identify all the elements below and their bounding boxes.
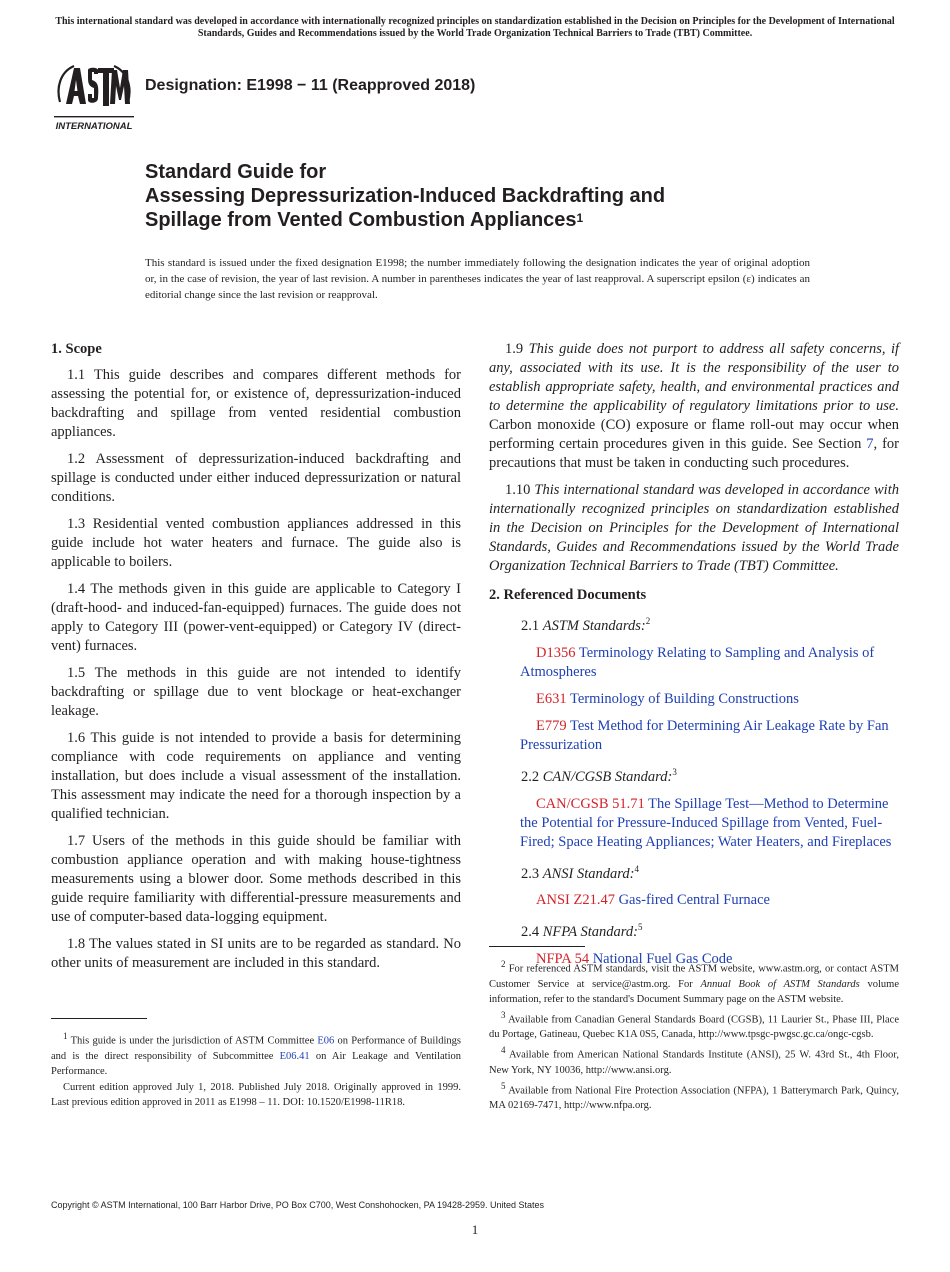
footnote-4: [489, 1043, 899, 1078]
e779-title[interactable]: Test Method for Determining Air Leakage Rate by Fan Pressurization: [520, 717, 889, 753]
subcommittee-e0641-link[interactable]: E06.41: [279, 1050, 310, 1062]
footnote-2-mark: 2: [501, 959, 506, 969]
para-1-9-number: 1.9: [505, 341, 524, 357]
footnote-2: [489, 957, 899, 1007]
left-footnotes: [51, 1010, 461, 1111]
para-1-9-text-a: Carbon monoxide (CO) exposure or flame roll-out may occur when performing certain procedures given in this guide. See Section: [489, 417, 899, 452]
title-line-3: [145, 208, 845, 232]
para-1-9-italic: This guide does not purport to address all safety concerns, if any, associated with its use. It is the responsibility of the user to establish appropriate safety, health, and environmental practices and to determine the applicability of regulatory limitations prior to use.: [489, 341, 899, 414]
tbt-notice: This international standard was developed in accordance with internationally recognized principles on standardization established in the Decision on Principles for the Development of International Standards, Guides and Recommendations issued by the World Trade Organization Technical Barriers to Trade (TBT) Committee.: [55, 16, 895, 39]
para-1-10: [489, 481, 899, 576]
referenced-documents-heading: 2. Referenced Documents: [489, 587, 647, 603]
footnote-divider-right: [489, 946, 585, 947]
e779-code[interactable]: E779: [536, 717, 567, 734]
nfpa-title: NFPA Standard:: [542, 924, 638, 941]
footnote-4-mark: 4: [501, 1045, 506, 1055]
footnote-divider: [51, 1018, 147, 1019]
footnote-2-text-a: For referenced ASTM standards, visit the ASTM website, www.astm.org, or contact ASTM Customer Service at service@astm.org. For: [489, 963, 900, 990]
para-1-7: 1.7 Users of the methods in this guide should be familiar with combustion appliance operation and with making house-tightness measurements using a blower door. Some methods described in this guide require familiarity with differential-pressure measurements and use of computer-based data-logging equipment.: [51, 833, 461, 925]
footnote-3-mark: 3: [501, 1009, 506, 1020]
para-1-3: 1.3 Residential vented combustion appliances addressed in this guide include hot water heaters and furnace. The guide also is applicable to boilers.: [51, 516, 461, 570]
footnote-2-text-b: volume information, refer to the standard's Document Summary page on the ASTM website.: [489, 978, 900, 1005]
footnote-1-text-b: on Performance of Buildings and is the direct responsibility of Subcommittee: [51, 1035, 462, 1062]
can-cgsb-subheading: [489, 763, 899, 787]
e631-code[interactable]: E631: [536, 690, 567, 707]
logo-wordmark: INTERNATIONAL: [55, 121, 133, 132]
copyright-notice: Copyright © ASTM International, 100 Barr Harbor Drive, PO Box C700, West Conshohocken, PA 19428-2959. United States: [51, 1200, 545, 1210]
para-1-10-number: 1.10: [505, 482, 531, 498]
nfpa-mark: 5: [637, 922, 643, 933]
para-1-6: 1.6 This guide is not intended to provide a basis for determining compliance with code requirements on appliance and venting installation, but does include a visual assessment of the installation. This assessment may indicate the need for a thorough inspection by a qualified technician.: [51, 730, 461, 822]
right-footnotes: [489, 938, 899, 1114]
can-code[interactable]: CAN/CGSB 51.71: [536, 795, 645, 812]
footnote-3-text: Available from Canadian General Standards Board (CGSB), 11 Laurier St., Phase III, Place du Portage, Gatineau, Quebec K1A 0S5, Canada, http://www.tpsgc-pwgsc.gc.ca/ongc-cgsb.: [489, 1014, 900, 1040]
nfpa-code[interactable]: NFPA 54: [536, 951, 590, 968]
e631-title[interactable]: Terminology of Building Constructions: [569, 690, 799, 707]
astm-label: 2.1: [521, 617, 540, 634]
para-1-5: 1.5 The methods in this guide are not intended to identify backdrafting or spillage due to vent blockage or heat-exchanger leakage.: [51, 665, 461, 719]
ref-e779[interactable]: [489, 717, 899, 755]
para-1-2: 1.2 Assessment of depressurization-induced backdrafting and spillage is conducted under either induced depressurization or natural conditions.: [51, 451, 461, 505]
ansi-doc-title[interactable]: Gas-fired Central Furnace: [618, 892, 770, 909]
footnote-1: [51, 1029, 461, 1079]
astm-mark: 2: [645, 616, 651, 626]
footnote-2-italic: Annual Book of ASTM Standards: [700, 978, 860, 990]
para-1-10-italic: This international standard was developed in accordance with internationally recognized principles on standardization established in the Decision on Principles for the Development of International Standards, Guides and Recommendations issued by the World Trade Organization Technical Barriers to Trade (TBT) Committee.: [489, 482, 899, 574]
can-label: 2.2: [521, 768, 540, 785]
ansi-code[interactable]: ANSI Z21.47: [536, 892, 615, 909]
ref-can-cgsb-51-71[interactable]: [489, 795, 899, 852]
right-column: [489, 340, 899, 977]
ansi-mark: 4: [634, 863, 639, 874]
scope-heading: 1. Scope: [51, 341, 102, 357]
title-footnote-mark: 1: [576, 211, 584, 225]
nfpa-label: 2.4: [521, 924, 540, 941]
title-line-2: Assessing Depressurization-Induced Backdrafting and: [145, 185, 666, 207]
footnote-4-text: Available from American National Standards Institute (ANSI), 25 W. 43rd St., 4th Floor, New York, NY 10036, http://www.ansi.org.: [489, 1049, 899, 1076]
can-doc-title[interactable]: The Spillage Test—Method to Determine the Potential for Pressure-Induced Spillage from Vented, Fuel-Fired; Space Heating Appliances; Water Heaters, and Fireplaces: [520, 795, 892, 850]
para-1-4: 1.4 The methods given in this guide are applicable to Category I (draft-hood- and induced-fan-equipped) furnaces. The guide does not apply to Category III (power-vent-equipped) or Category IV (direct-vent) furnaces.: [51, 581, 461, 654]
footnote-3: [489, 1008, 899, 1043]
ansi-label: 2.3: [521, 865, 540, 882]
left-column: [51, 340, 461, 981]
ref-d1356[interactable]: [489, 644, 899, 682]
para-1-1: 1.1 This guide describes and compares different methods for assessing the potential for, or existence of, depressurization-induced backdrafting and spillage from vented residential combustion appliances.: [51, 367, 461, 440]
footnote-5: [489, 1079, 899, 1114]
nfpa-doc-title[interactable]: National Fuel Gas Code: [592, 951, 733, 968]
d1356-code[interactable]: D1356: [536, 644, 576, 661]
footnote-5-mark: 5: [501, 1080, 506, 1091]
para-1-9: [489, 340, 899, 473]
footnote-1-mark: 1: [63, 1031, 68, 1041]
footnote-1-text-a: This guide is under the jurisdiction of ASTM Committee: [70, 1035, 315, 1047]
footnote-1-text-c: on Air Leakage and Ventilation Performance.: [51, 1050, 462, 1077]
can-title: CAN/CGSB Standard:: [542, 768, 673, 785]
astm-title: ASTM Standards:: [542, 617, 646, 634]
title-line-1: Standard Guide for: [145, 161, 327, 183]
astm-logo: [52, 56, 136, 134]
para-1-9-text-b: , for precautions that must be taken in conducting such procedures.: [489, 436, 899, 471]
astm-standards-subheading: [489, 612, 899, 636]
ref-ansi-z21-47[interactable]: [489, 891, 899, 910]
ansi-subheading: [489, 860, 899, 884]
standard-note: This standard is issued under the fixed designation E1998; the number immediately following the designation indicates the year of original adoption or, in the case of revision, the year of last revision. A number in parentheses indicates the year of last reapproval. A superscript epsilon (ε) indicates an editorial change since the last revision or reapproval.: [145, 257, 810, 301]
para-1-8: 1.8 The values stated in SI units are to be regarded as standard. No other units of measurement are included in this standard.: [51, 936, 461, 971]
referenced-documents-list: [489, 612, 899, 969]
committee-e06-link[interactable]: E06: [317, 1035, 335, 1047]
can-mark: 3: [672, 766, 677, 777]
section-7-link[interactable]: 7: [866, 436, 874, 452]
document-title: [145, 160, 845, 232]
designation: Designation: E1998 − 11 (Reapproved 2018): [145, 77, 476, 94]
d1356-title[interactable]: Terminology Relating to Sampling and Analysis of Atmospheres: [520, 644, 875, 680]
ansi-title: ANSI Standard:: [542, 865, 635, 882]
page-number: 1: [471, 1222, 479, 1237]
title-line-3-text: Spillage from Vented Combustion Appliances: [145, 209, 577, 231]
footnote-5-text: Available from National Fire Protection Association (NFPA), 1 Batterymarch Park, Quincy, MA 02169-7471, http://www.nfpa.org.: [489, 1085, 900, 1111]
ref-e631[interactable]: [489, 690, 899, 709]
edition-note: Current edition approved July 1, 2018. Published July 2018. Originally approved in 1999. Last previous edition approved in 2011 as E1998 – 11. DOI: 10.1520/E1998-11R18.: [51, 1081, 461, 1108]
